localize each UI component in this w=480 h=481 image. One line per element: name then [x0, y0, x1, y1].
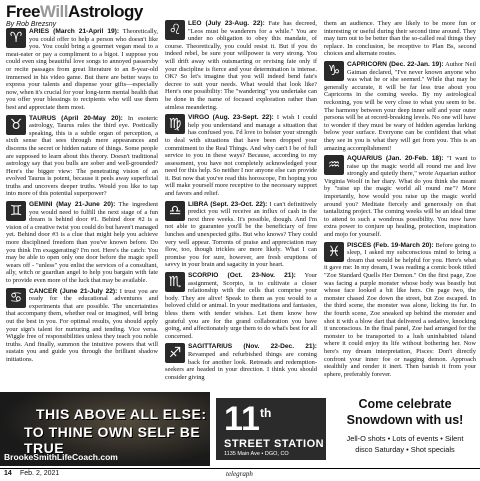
horoscope-text: The ingredient you would need to fulfill the next stage of a fun dream is behind door #1. Behind door #2 is a vision of a creative twist you could do but haven't managed yet. Behind door #3 is a clue that might help you achieve more disciplined freedom than you've known before. Do you think I'm exaggerating? I'm not. Here's the catch: You may be able to open only one door before the magic spell wears off - "unless" you enlist the services of a consultant, ally, witch or guardian angel to help you bargain with fate to provide even more of the luck that may be available.: [6, 201, 158, 284]
life-coach-ad[interactable]: [0, 392, 210, 466]
byline: By Rob Brezsny: [6, 21, 57, 28]
capricorn-icon: ♑: [324, 61, 344, 81]
horoscope-scorpio: [165, 272, 317, 340]
taurus-icon: ♉: [6, 115, 26, 135]
horoscope-text: Revamped and refurbished things are coming back for another look. Retreads and redemption-seekers are headed in your direction. I think you should consider giving: [165, 350, 317, 381]
aries-icon: ♈: [6, 28, 26, 48]
horoscope-taurus: [6, 115, 158, 199]
horoscope-text: In esoteric astrology, Taurus rules the third eye. Poetically speaking, this is a subtle organ of perception, a sixth sense that sees through mere appearances and discerns the secret or hidden nature of things. Some people are supposed to learn about this theory. Doesn't traditional astrology say that you bulls are sober and well-grounded? Here's the bigger view: The penetrating vision of an evolved Taurus is potent, because it peels away superficial truths and uncovers deeper truths. Would you like to tap into more of this potential superpower?: [6, 114, 158, 198]
column-masthead: [6, 2, 143, 22]
horoscope-text: Theoretically, you could offer to help a person who doesn't like you. You could bring a gourmet vegan meal to a meat-eater or pay a compliment to a bigot. I suppose you could even sing beautiful love songs to annoyed passersby or recite passages from great literature to an 8-year-old immersed in his video game. But there are better ways to express your talents and dispense your gifts—especially now, when it's crucial for your long-term mental health that you offer your blessings to recipients who will use them best and appreciate them most.: [6, 28, 158, 111]
masthead-free: Free: [6, 2, 40, 21]
masthead-will: Will: [39, 2, 68, 21]
sign-heading: CAPRICORN (Dec. 22-Jan. 19):: [347, 60, 444, 68]
masthead-astrology: Astrology: [68, 2, 143, 21]
ad-headline-1: Come celebrate: [358, 397, 452, 411]
sign-heading: SCORPIO (Oct. 23-Nov. 21):: [188, 272, 296, 279]
sign-heading: AQUARIUS (Jan. 20-Feb. 18):: [347, 155, 444, 163]
sign-heading: TAURUS (April 20-May 20):: [29, 114, 123, 122]
horoscope-text: Your assignment, Scorpio, is to cultivate a closer relationship with the cells that comprise your body. They are alive! Speak to them as you would to a beloved child or animal. In your meditations and fantasies, bless them with tender wishes. Let them know how grateful you are for the grand collaboration you have going, and affectionately urge them to do what's best for all concerned.: [165, 272, 317, 340]
ad-details-2: disco Saturday • Shot specials: [355, 445, 455, 454]
sign-heading: LEO (July 23-Aug. 22):: [188, 20, 265, 27]
horoscope-text: Fate has decreed, "Leos must be wanderers for a while." You are under no obligation to obey this mandate, of course. Theoretically, you could resist it. But if you do indeed rebel, be sure your willpower is very strong. You will drift away with outsmarting or revising fate only if your discipline is fierce and your determination is intense. OK? So let's imagine that you will indeed bend fate's decree to suit your needs. What would that look like? Here's one possibility: The "wandering" you undertake can be done in the name of focused exploration rather than aimless meandering.: [165, 20, 317, 111]
gemini-icon: ♊: [6, 201, 26, 221]
horoscope-text: Before going to sleep, I asked my subconscious mind to bring a dream that would be helpful for you. Here's what it gave me: In my dream, I was reading a comic book titled "Zoe Standard Quells Her Demon." On the first page, Zoe was facing a purple monster whose body was beastly but whose face looked a bit like hers. On page two, the monster chased Zoe down the street, but Zoe escaped. In the third scene, the monster was alone, licking its fur. In the fourth scene, Zoe sneaked up behind the monster and shot it with a blow dart that delivered a sedative, knocking it unconscious. In the final panel, Zoe had arranged for the monster to be transported to a lush uninhabited island where it could enjoy its life without bothering her. Now here's my dream interpretation, Pisces: Don't directly confront your inner foe or nagging demon. Approach stealthily and render it inert. Then banish it from your sphere, preferably forever.: [324, 241, 476, 378]
issue-date: Feb. 2, 2021: [20, 470, 60, 477]
horoscope-text: I trust you are ready for the educational adventures and experiments that are possible. The uncertainties that accompany them, whether real or imagined, will bring out the best in you. For optimal results, you should apply your sign's talent for nurturing and tending. Vice versa. Wiggle free of responsibilities unless they teach you noble truths. And finally, summon the intuitive powers that will sustain you and guide you through the brilliant shadow initiations.: [6, 287, 158, 363]
leo-icon: ♌: [165, 20, 185, 40]
libra-icon: ♎: [165, 201, 185, 221]
horoscope-text: I can't definitively predict you will receive an influx of cash in the next three weeks. It's possible, though. And I'm not able to guarantee you'll be the beneficiary of free lunches and unexpected gifts. But who knows? They could very well appear. Torrents of praise and appreciation may flow, too, though trickles are more likely. What I can promise you for sure, however, are fresh eruptions of savvy in your brain and sagacity in your heart.: [165, 200, 317, 269]
horoscope-capricorn: [324, 61, 476, 152]
sign-heading: ARIES (March 21-April 19):: [29, 28, 120, 35]
sign-heading: PISCES (Feb. 19-March 20):: [347, 241, 434, 249]
ad-strip: [0, 392, 480, 466]
horoscope-libra: [165, 201, 317, 269]
horoscope-text: I wish I could help you understand and manage a situation that has confused you. I'd love to bolster your strength to deal with situations that have been dropped your commitment to the Real Things. And why can't I be of full service to you in these ways? Because, according to my assessment, you have not completely acknowledged your need for this help. So neither I nor anyone else can provide it. But now that you've read this horoscope, I'm hoping you will make yourself more receptive to the necessary support and favors and relief.: [165, 114, 317, 198]
virgo-icon: ♍: [165, 114, 185, 134]
sign-heading: CANCER (June 21-July 22):: [29, 287, 118, 295]
horoscope-sagittarius: [165, 343, 317, 381]
horoscope-text: Author Neil Gaiman declared, "I've never known anyone who was what he or she seemed." While that may be generally accurate, it will be far less true about you Capricorns in the coming weeks. By my astrological reckoning, you will be very close to what you seem to be. The harmony between your deep inner self and your outer persona will be at record-breaking levels. No one will have to wonder if they must be wary of hidden agendas lurking below your surface. Everyone can be confident that what they see in you is what they will get from you. This is an amazing accomplishment!: [324, 60, 476, 152]
ad-details-1: Jell-O shots • Lots of events • Silent: [346, 434, 464, 443]
sagittarius-continued: them an audience. They are likely to be more fun or interesting or useful during their second time around. They may turn out to be better than the so-called real things they replace. In conclusion, be receptive to Plan Bs, second choices and alternate routes.: [324, 20, 476, 58]
column-3: [324, 20, 476, 381]
publication-name: telegraph: [226, 470, 253, 478]
scorpio-icon: ♏: [165, 272, 185, 292]
sagittarius-icon: ♐: [165, 343, 185, 363]
street-station-logo: 11 th STREET STATION 1135 Main Ave • DGO, CO: [216, 398, 326, 460]
column-2: [165, 20, 317, 384]
sign-heading: VIRGO (Aug. 23-Sept. 22):: [188, 114, 274, 122]
sign-heading: GEMINI (May 21-June 20):: [29, 201, 116, 209]
ad-website[interactable]: BrookeSmithLifeCoach.com: [4, 452, 118, 462]
horoscope-cancer: [6, 288, 158, 364]
ad-headline-2: TO THINE OWN SELF BE TRUE: [24, 424, 201, 456]
horoscope-leo: [165, 20, 317, 111]
horoscope-gemini: [6, 201, 158, 285]
horoscope-aries: [6, 28, 158, 112]
horoscope-virgo: [165, 114, 317, 198]
column-1: [6, 28, 158, 367]
pisces-icon: ♓: [324, 242, 344, 262]
horoscope-aquarius: [324, 155, 476, 239]
cancer-icon: ♋: [6, 288, 26, 308]
street-station-ad[interactable]: [210, 392, 480, 466]
page-footer: [0, 468, 480, 481]
ad-headline-2: Snowdown with us!: [346, 413, 464, 427]
horoscope-pisces: [324, 242, 476, 379]
sign-heading: SAGITTARIUS (Nov. 22-Dec. 21):: [188, 343, 317, 351]
sign-heading: LIBRA (Sept. 23-Oct. 22):: [188, 200, 268, 208]
page-number: 14: [4, 470, 12, 477]
aquarius-icon: ♒: [324, 155, 344, 175]
ad-headline-1: THIS ABOVE ALL ELSE:: [36, 406, 207, 422]
horoscope-text: "I want to raise up the magic world all round me and live strongly and quietly there," wrote Aquarian author Virginia Woolf in her diary. What do you think she meant by "raise up the magic world all round me"? More importantly, how would you raise up the magic world around you? Meditate fiercely and generously on that tantalizing project. The coming weeks will be an ideal time to attend to such a wondrous possibility. You now have extra power to conjure up healing, protection, inspiration and mojo for yourself.: [324, 155, 476, 239]
